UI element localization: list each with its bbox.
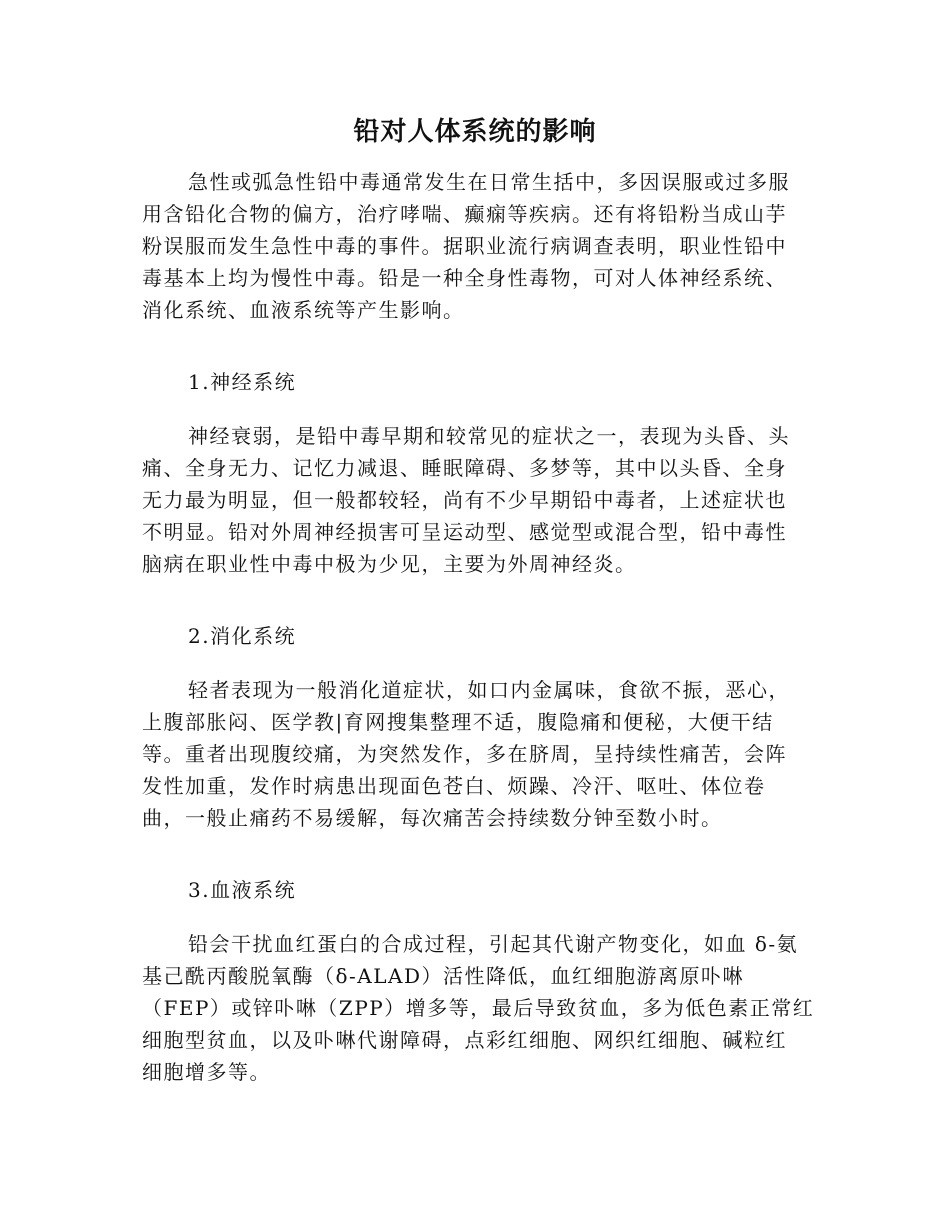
section-line: 无力最为明显，但一般都较轻，尚有不少早期铅中毒者，上述症状也	[142, 488, 787, 512]
section-line: 痛、全身无力、记忆力减退、睡眠障碍、多梦等，其中以头昏、全身	[142, 456, 787, 480]
section-heading-blood-system: 3.血液系统	[188, 878, 297, 902]
section-line: 脑病在职业性中毒中极为少见，主要为外周神经炎。	[142, 552, 637, 576]
intro-line: 用含铅化合物的偏方，治疗哮喘、癫痫等疾病。还有将铅粉当成山芋	[142, 202, 787, 226]
document-title: 铅对人体系统的影响	[353, 117, 597, 147]
section-line: 细胞增多等。	[142, 1060, 271, 1084]
section-line: 铅会干扰血红蛋白的合成过程，引起其代谢产物变化，如血 δ-氨	[188, 932, 799, 956]
section-line: 等。重者出现腹绞痛，为突然发作，多在脐周，呈持续性痛苦，会阵	[142, 742, 787, 766]
section-line: 神经衰弱，是铅中毒早期和较常见的症状之一，表现为头昏、头	[188, 424, 790, 448]
intro-line: 消化系统、血液系统等产生影响。	[142, 298, 465, 322]
section-heading-digestive-system: 2.消化系统	[188, 624, 297, 648]
section-line: 不明显。铅对外周神经损害可呈运动型、感觉型或混合型，铅中毒性	[142, 520, 787, 544]
intro-line: 急性或弧急性铅中毒通常发生在日常生括中，多因误服或过多服	[188, 170, 790, 194]
intro-line: 粉误服而发生急性中毒的事件。据职业流行病调查表明，职业性铅中	[142, 234, 787, 258]
section-line: 上腹部胀闷、医学教|育网搜集整理不适，腹隐痛和便秘，大便干结	[142, 710, 774, 734]
section-line: 细胞型贫血，以及卟啉代谢障碍，点彩红细胞、网织红细胞、碱粒红	[142, 1028, 787, 1052]
section-line: 曲，一般止痛药不易缓解，每次痛苦会持续数分钟至数小时。	[142, 806, 723, 830]
section-line: （FEP）或锌卟啉（ZPP）增多等，最后导致贫血，多为低色素正常红	[142, 996, 815, 1020]
intro-line: 毒基本上均为慢性中毒。铅是一种全身性毒物，可对人体神经系统、	[142, 266, 787, 290]
section-heading-nervous-system: 1.神经系统	[188, 370, 297, 394]
section-line: 轻者表现为一般消化道症状，如口内金属味，食欲不振，恶心，	[188, 678, 790, 702]
section-line: 发性加重，发作时病患出现面色苍白、烦躁、冷汗、呕吐、体位卷	[142, 774, 766, 798]
section-line: 基己酰丙酸脱氧酶（δ-ALAD）活性降低，血红细胞游离原卟啉	[142, 964, 745, 988]
